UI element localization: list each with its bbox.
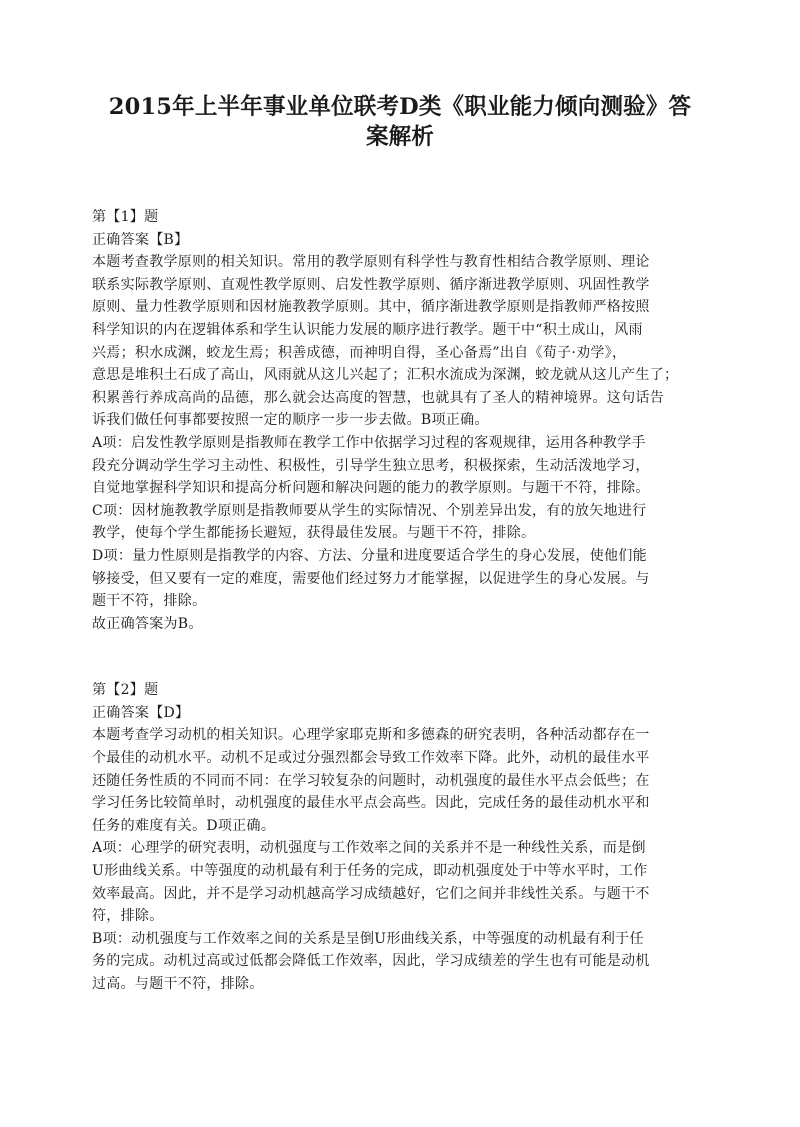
- paragraph-line: 故正确答案为B。: [92, 615, 203, 632]
- title-line-2: 案解析: [365, 124, 435, 150]
- paragraph-line: C项：因材施教教学原则是指教师要从学生的实际情况、个别差异出发，有的放矢地进行: [92, 502, 647, 519]
- question-heading: 第【1】题: [92, 209, 159, 225]
- document-title: [92, 92, 708, 152]
- question-2-section: [92, 679, 708, 995]
- title-line-1: 2015年上半年事业单位联考D类《职业能力倾向测验》答: [108, 94, 692, 120]
- document-page: [0, 92, 800, 1127]
- paragraph-line: U形曲线关系。中等强度的动机最有利于任务的完成，即动机强度处于中等水平时，工作: [92, 863, 648, 880]
- paragraph-line: A项：启发性教学原则是指教师在教学工作中依据学习过程的客观规律，运用各种教学手: [92, 434, 646, 451]
- paragraph-line: 题干不符，排除。: [92, 593, 207, 610]
- question-1-section: [92, 206, 708, 635]
- paragraph-line: 兴焉；积水成渊，蛟龙生焉；积善成德，而神明自得，圣心备焉”出自《荀子·劝学》，: [92, 344, 627, 361]
- paragraph-line: 意思是堆积土石成了高山，风雨就从这儿兴起了；汇积水流成为深渊，蛟龙就从这儿产生了；: [92, 367, 679, 384]
- paragraph-line: 教学，使每个学生都能扬长避短，获得最佳发展。与题干不符，排除。: [92, 525, 536, 542]
- paragraph-line: 个最佳的动机水平。动机不足或过分强烈都会导致工作效率下降。此外，动机的最佳水平: [92, 750, 650, 767]
- paragraph-line: 务的完成。动机过高或过低都会降低工作效率，因此，学习成绩差的学生也有可能是动机: [92, 953, 650, 970]
- paragraph-line: 联系实际教学原则、直观性教学原则、启发性教学原则、循序渐进教学原则、巩固性教学: [92, 276, 650, 293]
- paragraph-line: 本题考查学习动机的相关知识。心理学家耶克斯和多德森的研究表明，各种活动都存在一: [92, 727, 650, 744]
- paragraph-line: 自觉地掌握科学知识和提高分析问题和解决问题的能力的教学原则。与题干不符，排除。: [92, 480, 650, 497]
- correct-answer-label: 正确答案【B】: [92, 231, 189, 248]
- paragraph-line: B项：动机强度与工作效率之间的关系是呈倒U形曲线关系，中等强度的动机最有利于任: [92, 930, 644, 947]
- question-heading: 第【2】题: [92, 682, 159, 699]
- paragraph-line: 效率最高。因此，并不是学习动机越高学习成绩越好，它们之间并非线性关系。与题干不: [92, 885, 650, 902]
- paragraph-line: 还随任务性质的不同而不同：在学习较复杂的问题时，动机强度的最佳水平点会低些；在: [92, 772, 650, 789]
- paragraph-line: A项：心理学的研究表明，动机强度与工作效率之间的关系并不是一种线性关系，而是倒: [92, 840, 646, 857]
- paragraph-line: 段充分调动学生学习主动性、积极性，引导学生独立思考，积极探索，生动活泼地学习，: [92, 457, 650, 474]
- paragraph-line: D项：量力性原则是指教学的内容、方法、分量和进度要适合学生的身心发展，使他们能: [92, 547, 647, 564]
- correct-answer-label: 正确答案【D】: [92, 704, 190, 721]
- paragraph-line: 够接受，但又要有一定的难度，需要他们经过努力才能掌握，以促进学生的身心发展。与: [92, 570, 650, 587]
- paragraph-line: 积累善行养成高尚的品德，那么就会达高度的智慧，也就具有了圣人的精神境界。这句话告: [92, 389, 664, 406]
- paragraph-line: 学习任务比较简单时，动机强度的最佳水平点会高些。因此，完成任务的最佳动机水平和: [92, 795, 650, 812]
- paragraph-line: 诉我们做任何事都要按照一定的顺序一步一步去做。B项正确。: [92, 412, 489, 429]
- paragraph-line: 原则、量力性教学原则和因材施教教学原则。其中，循序渐进教学原则是指教师严格按照: [92, 299, 650, 316]
- paragraph-line: 过高。与题干不符，排除。: [92, 976, 264, 992]
- paragraph-line: 本题考查教学原则的相关知识。常用的教学原则有科学性与教育性相结合教学原则、理论: [92, 254, 650, 271]
- paragraph-line: 符，排除。: [92, 908, 164, 925]
- paragraph-line: 任务的难度有关。D项正确。: [92, 817, 276, 834]
- paragraph-line: 科学知识的内在逻辑体系和学生认识能力发展的顺序进行教学。题干中“积土成山，风雨: [92, 321, 643, 338]
